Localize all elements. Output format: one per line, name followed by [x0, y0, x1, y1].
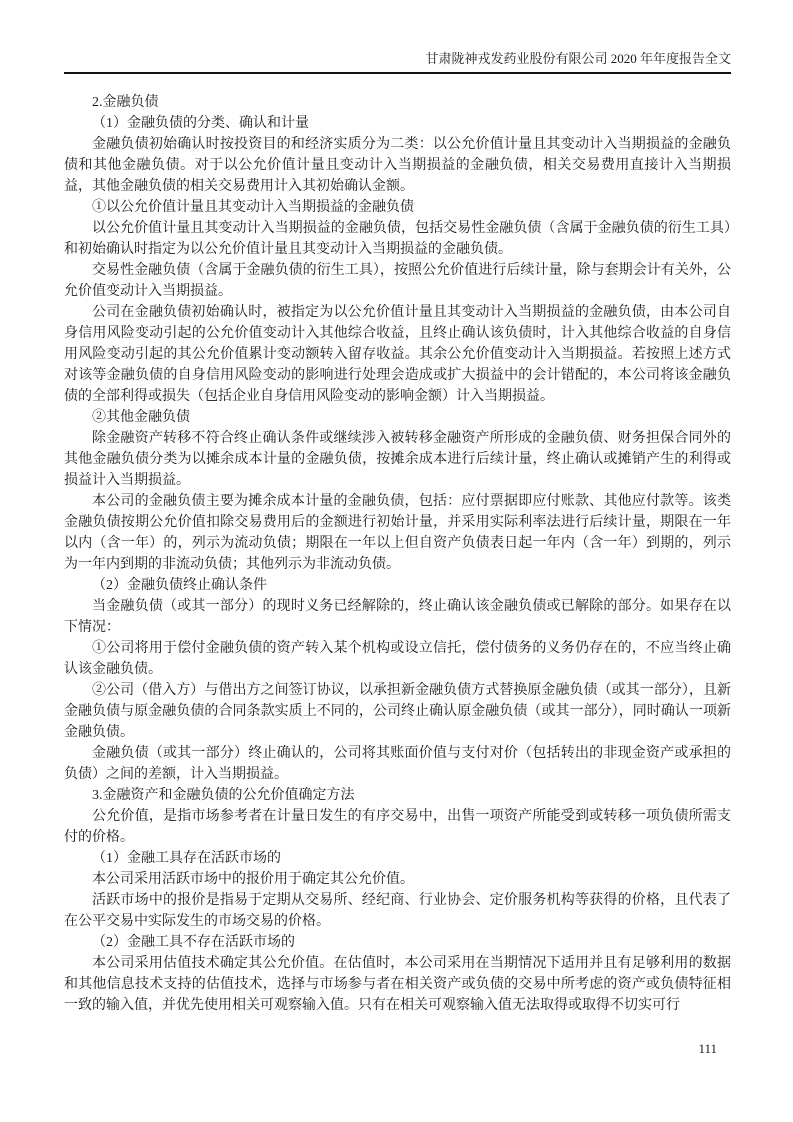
body-paragraph: 本公司采用估值技术确定其公允价值。在估值时，本公司采用在当期情况下适用并且有足够利用的数据和其他信息技术支持的估值技术，选择与市场参与者在相关资产或负债的交易中所考虑的资产或负债特征相一致的输入值，并优先使用相关可观察输入值。只有在相关可观察输入值无法取得或取得不切实可行 [64, 956, 731, 1013]
section-heading: ①以公允价值计量且其变动计入当期损益的金融负债 [92, 200, 414, 215]
page-number: 111 [698, 1041, 717, 1056]
section-heading: （2）金融负债终止确认条件 [92, 578, 267, 593]
section-heading: （1）金融工具存在活跃市场的 [92, 851, 281, 866]
body-paragraph: 公允价值，是指市场参考者在计量日发生的有序交易中，出售一项资产所能受到或转移一项负债所需支付的价格。 [64, 809, 731, 845]
body-paragraph: 金融负债初始确认时按投资目的和经济实质分为二类：以公允价值计量且其变动计入当期损益的金融负债和其他金融负债。对于以公允价值计量且变动计入当期损益的金融负债，相关交易费用直接计入当期损益，其他金融负债的相关交易费用计入其初始确认金额。 [64, 137, 731, 194]
section-heading: （1）金融负债的分类、确认和计量 [92, 116, 309, 131]
body-paragraph: 本公司的金融负债主要为摊余成本计量的金融负债，包括：应付票据即应付账款、其他应付款等。该类金融负债按期公允价值扣除交易费用后的金额进行初始计量，并采用实际利率法进行后续计量，期限在一年以内（含一年）的，列示为流动负债；期限在一年以上但自资产负债表日起一年内（含一年）到期的，列示为一年内到期的非流动负债；其他列示为非流动负债。 [64, 494, 731, 572]
body-paragraph: ②公司（借入方）与借出方之间签订协议，以承担新金融负债方式替换原金融负债（或其一部分），且新金融负债与原金融负债的合同条款实质上不同的，公司终止确认原金融负债（或其一部分），同时确认一项新金融负债。 [64, 683, 731, 740]
body-paragraph: 金融负债（或其一部分）终止确认的，公司将其账面价值与支付对价（包括转出的非现金资产或承担的负债）之间的差额，计入当期损益。 [64, 746, 731, 782]
body-paragraph: ①公司将用于偿付金融负债的资产转入某个机构或设立信托，偿付债务的义务仍存在的，不应当终止确认该金融负债。 [64, 641, 731, 677]
page-header [64, 50, 731, 74]
report-header-title: 甘肃陇神戎发药业股份有限公司 2020 年年度报告全文 [425, 51, 731, 66]
body-paragraph: 交易性金融负债（含属于金融负债的衍生工具），按照公允价值进行后续计量，除与套期会计有关外，公允价值变动计入当期损益。 [64, 263, 731, 299]
section-heading: ②其他金融负债 [92, 410, 190, 425]
body-paragraph: 公司在金融负债初始确认时，被指定为以公允价值计量且其变动计入当期损益的金融负债，由本公司自身信用风险变动引起的公允价值变动计入其他综合收益，且终止确认该负债时，计入其他综合收益的自身信用风险变动引起的其公允价值累计变动额转入留存收益。其余公允价值变动计入当期损益。若按照上述方式对该等金融负债的自身信用风险变动的影响进行处理会造成或扩大损益中的会计错配的，本公司将该金融负债的全部利得或损失（包括企业自身信用风险变动的影响金额）计入当期损益。 [64, 305, 731, 404]
body-paragraph: 以公允价值计量且其变动计入当期损益的金融负债，包括交易性金融负债（含属于金融负债的衍生工具）和初始确认时指定为以公允价值计量且其变动计入当期损益的金融负债。 [64, 221, 731, 257]
section-heading: 3.金融资产和金融负债的公允价值确定方法 [92, 788, 355, 803]
section-heading: 2.金融负债 [92, 95, 159, 110]
body-paragraph: 除金融资产转移不符合终止确认条件或继续涉入被转移金融资产所形成的金融负债、财务担保合同外的其他金融负债分类为以摊余成本计量的金融负债，按摊余成本进行后续计量，终止确认或摊销产生的利得或损益计入当期损益。 [64, 431, 731, 488]
section-heading: （2）金融工具不存在活跃市场的 [92, 935, 295, 950]
body-paragraph: 本公司采用活跃市场中的报价用于确定其公允价值。 [92, 872, 414, 887]
body-paragraph: 活跃市场中的报价是指易于定期从交易所、经纪商、行业协会、定价服务机构等获得的价格，且代表了在公平交易中实际发生的市场交易的价格。 [64, 893, 731, 929]
body-paragraph: 当金融负债（或其一部分）的现时义务已经解除的，终止确认该金融负债或已解除的部分。如果存在以下情况： [64, 599, 731, 635]
document-body [64, 92, 731, 1016]
